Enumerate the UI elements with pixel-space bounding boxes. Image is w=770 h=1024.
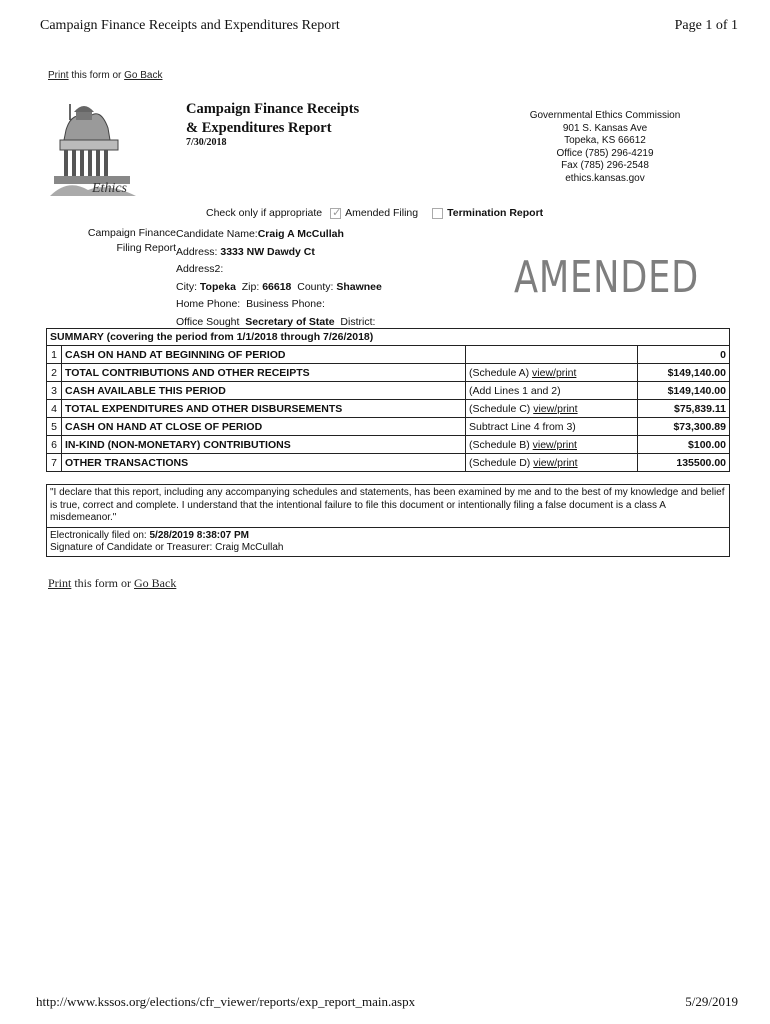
row-amount: $75,839.11 <box>638 400 730 418</box>
candidate-info <box>176 226 382 331</box>
view-print-link[interactable]: view/print <box>532 438 577 451</box>
print-header <box>40 18 738 34</box>
print-link[interactable]: Print <box>48 576 72 590</box>
summary-header-row <box>47 329 730 346</box>
candidate-zip: 66618 <box>262 280 292 293</box>
capitol-dome-icon <box>48 100 142 198</box>
table-row <box>47 364 730 382</box>
bottom-nav <box>48 576 176 591</box>
commission-street: 901 S. Kansas Ave <box>562 122 648 134</box>
candidate-name-row <box>176 226 382 244</box>
seal-label: Ethics <box>92 181 127 196</box>
row-number: 1 <box>47 346 62 364</box>
row-number: 6 <box>47 436 62 454</box>
row-amount: 135500.00 <box>638 454 730 472</box>
capitol-seal-image <box>48 100 142 198</box>
side-label-line1: Campaign Finance <box>87 227 176 239</box>
row-schedule <box>466 364 638 382</box>
amended-stamp: AMENDED <box>514 252 700 303</box>
row-schedule <box>466 400 638 418</box>
termination-report-checkbox[interactable] <box>432 208 443 219</box>
table-row <box>47 382 730 400</box>
row-amount: $73,300.89 <box>638 418 730 436</box>
report-title-line2: & Expenditures Report <box>186 120 332 136</box>
filed-on-label: Electronically filed on: <box>50 530 147 541</box>
amended-filing-label: Amended Filing <box>345 207 419 219</box>
row-amount: $149,140.00 <box>638 382 730 400</box>
row-schedule: Subtract Line 4 from 3) <box>466 418 638 436</box>
commission-website: ethics.kansas.gov <box>565 172 645 184</box>
side-label-line2: Filing Report <box>116 242 176 254</box>
candidate-address-row <box>176 244 382 262</box>
termination-report-label: Termination Report <box>447 207 544 219</box>
print-link[interactable]: Print <box>48 70 69 81</box>
signature-label: Signature of Candidate or Treasurer: <box>50 542 213 553</box>
candidate-name: Craig A McCullah <box>257 228 344 240</box>
top-nav <box>48 70 163 81</box>
table-row <box>47 418 730 436</box>
row-number: 4 <box>47 400 62 418</box>
commission-name: Governmental Ethics Commission <box>529 110 681 121</box>
commission-address <box>500 110 710 185</box>
view-print-link[interactable]: view/print <box>533 456 578 469</box>
candidate-address2-row <box>176 261 382 279</box>
amended-filing-checkbox[interactable] <box>330 208 341 219</box>
office-sought-label: Office Sought <box>176 315 240 328</box>
table-row <box>47 400 730 418</box>
schedule-text: (Schedule A) <box>469 366 533 379</box>
row-label: CASH ON HAND AT BEGINNING OF PERIOD <box>62 346 466 364</box>
row-number: 3 <box>47 382 62 400</box>
row-schedule <box>466 436 638 454</box>
print-header-page: Page 1 of 1 <box>674 18 738 33</box>
district-label: District: <box>340 315 376 328</box>
check-prompt: Check only if appropriate <box>206 207 323 219</box>
row-label: IN-KIND (NON-MONETARY) CONTRIBUTIONS <box>62 436 466 454</box>
row-number: 5 <box>47 418 62 436</box>
filing-type-row <box>206 207 543 219</box>
summary-header: SUMMARY (covering the period from 1/1/2018 through 7/26/2018) <box>47 329 730 346</box>
table-row <box>47 436 730 454</box>
go-back-link[interactable]: Go Back <box>134 576 177 590</box>
signature-block <box>46 528 730 557</box>
view-print-link[interactable]: view/print <box>532 366 577 379</box>
report-title <box>186 100 359 138</box>
row-label: TOTAL EXPENDITURES AND OTHER DISBURSEMENTS <box>62 400 466 418</box>
county-label: County: <box>297 280 334 293</box>
go-back-link[interactable]: Go Back <box>124 70 163 81</box>
home-phone-label: Home Phone: <box>176 298 241 310</box>
schedule-text: (Schedule C) <box>469 402 534 415</box>
row-schedule <box>466 454 638 472</box>
view-print-link[interactable]: view/print <box>533 402 578 415</box>
report-title-line1: Campaign Finance Receipts <box>186 101 360 117</box>
report-date: 7/30/2018 <box>186 137 227 148</box>
schedule-text: (Schedule B) <box>469 438 533 451</box>
row-amount: $149,140.00 <box>638 364 730 382</box>
summary-table <box>46 328 730 472</box>
declaration-statement: "I declare that this report, including any accompanying schedules and statements, has been examined by me and to the best of my knowledge and belief is true, correct and complete. I understand that the intentional failure to file this document or intentionally filing a false document is a class A misdemeanor." <box>46 484 730 528</box>
office-sought: Secretary of State <box>245 315 335 328</box>
address-label: Address: <box>176 245 218 258</box>
row-label: TOTAL CONTRIBUTIONS AND OTHER RECEIPTS <box>62 364 466 382</box>
candidate-address: 3333 NW Dawdy Ct <box>220 245 315 258</box>
signature-name: Craig McCullah <box>215 542 284 553</box>
business-phone-label: Business Phone: <box>246 298 325 310</box>
filed-on-date: 5/28/2019 8:38:07 PM <box>149 530 250 541</box>
row-amount: 0 <box>638 346 730 364</box>
print-footer-url: http://www.kssos.org/elections/cfr_viewer/reports/exp_report_main.aspx <box>36 994 416 1009</box>
nav-separator-text: this form or <box>68 70 125 81</box>
address2-label: Address2: <box>176 263 224 275</box>
zip-label: Zip: <box>241 280 260 293</box>
row-number: 2 <box>47 364 62 382</box>
candidate-name-label: Candidate Name: <box>176 228 258 240</box>
nav-separator-text: this form or <box>71 576 135 590</box>
print-footer <box>36 994 738 1010</box>
row-label: CASH ON HAND AT CLOSE OF PERIOD <box>62 418 466 436</box>
signature-row <box>50 542 726 554</box>
row-amount: $100.00 <box>638 436 730 454</box>
table-row <box>47 346 730 364</box>
row-schedule <box>466 346 638 364</box>
row-label: OTHER TRANSACTIONS <box>62 454 466 472</box>
commission-office-phone: Office (785) 296-4219 <box>556 147 654 159</box>
candidate-city: Topeka <box>199 280 236 293</box>
print-footer-date: 5/29/2019 <box>685 994 738 1009</box>
filing-report-label <box>76 226 176 256</box>
row-schedule: (Add Lines 1 and 2) <box>466 382 638 400</box>
print-header-title: Campaign Finance Receipts and Expenditures Report <box>40 18 340 33</box>
city-label: City: <box>176 280 197 293</box>
candidate-county: Shawnee <box>336 280 382 293</box>
schedule-text: (Schedule D) <box>469 456 534 469</box>
commission-city: Topeka, KS 66612 <box>564 135 646 146</box>
candidate-phone-row <box>176 296 382 314</box>
filed-on-row <box>50 530 726 542</box>
candidate-city-row <box>176 279 382 297</box>
table-row <box>47 454 730 472</box>
row-number: 7 <box>47 454 62 472</box>
commission-fax: Fax (785) 296-2548 <box>561 160 649 171</box>
row-label: CASH AVAILABLE THIS PERIOD <box>62 382 466 400</box>
